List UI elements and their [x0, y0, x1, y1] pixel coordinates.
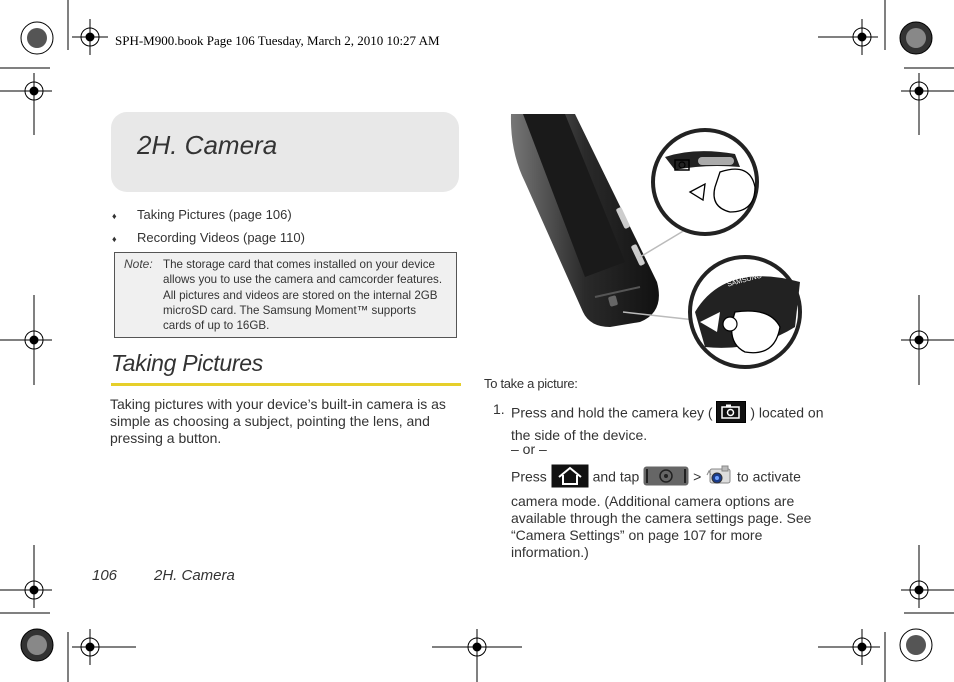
page-number: 106 [92, 567, 118, 584]
note-label: Note: [124, 257, 153, 271]
or-separator: – or – [511, 441, 547, 457]
press-line: available through the camera settings page. See [511, 510, 812, 526]
body-line: simple as choosing a subject, pointing the lens, and [110, 413, 430, 429]
toc-label: Recording Videos (page 110) [137, 230, 305, 245]
press-line: camera mode. (Additional camera options are [511, 493, 795, 509]
step-number: 1. [493, 401, 505, 417]
file-header: SPH-M900.book Page 106 Tuesday, March 2, 2010 10:27 AM [115, 33, 440, 48]
press-line: “Camera Settings” on page 107 for more [511, 527, 763, 543]
note-box [114, 252, 457, 338]
note-line: allows you to use the camera and camcorder features. [163, 273, 443, 287]
press-word: Press [511, 468, 547, 485]
instructions-intro: To take a picture: [484, 376, 578, 391]
body-line: pressing a button. [110, 430, 222, 446]
body-line: Taking pictures with your device’s built-in camera is as [110, 396, 446, 412]
and-tap-text: and tap [592, 468, 640, 485]
note-text [163, 257, 451, 333]
camera-app-icon [705, 463, 733, 493]
bullet-icon: ♦ [112, 211, 117, 221]
section-title: Taking Pictures [111, 350, 263, 376]
toc-label: Taking Pictures (page 106) [137, 207, 292, 222]
bullet-icon: ♦ [112, 234, 117, 244]
step-text-part: Press and hold the camera key ( [511, 404, 713, 421]
note-line: microSD card. The Samsung Moment™ supports [163, 303, 417, 317]
section-body [110, 396, 462, 447]
step-text-line: the side of the device. [511, 427, 648, 443]
step-text-part: ) located on [750, 404, 824, 421]
brand-label: SAMSUNG [726, 272, 763, 289]
step-text [511, 401, 841, 444]
press-line: information.) [511, 544, 589, 560]
app-tray-icon [643, 466, 689, 490]
note-line: The storage card that comes installed on your device [163, 258, 435, 271]
camera-key-icon [716, 401, 746, 427]
phone-illustration [505, 112, 805, 370]
toc-item[interactable] [112, 207, 292, 222]
press-text [511, 463, 841, 561]
footer-chapter: 2H. Camera [154, 567, 235, 584]
toc-item[interactable] [112, 230, 305, 245]
arrow-separator: > [693, 468, 702, 485]
to-activate-text: to activate [737, 468, 801, 485]
note-line: All pictures and videos are stored on the internal 2GB [163, 288, 438, 302]
chapter-title: 2H. Camera [137, 130, 278, 160]
note-line: cards of up to 16GB. [163, 319, 270, 333]
home-key-icon [551, 464, 589, 492]
section-rule [111, 383, 461, 386]
